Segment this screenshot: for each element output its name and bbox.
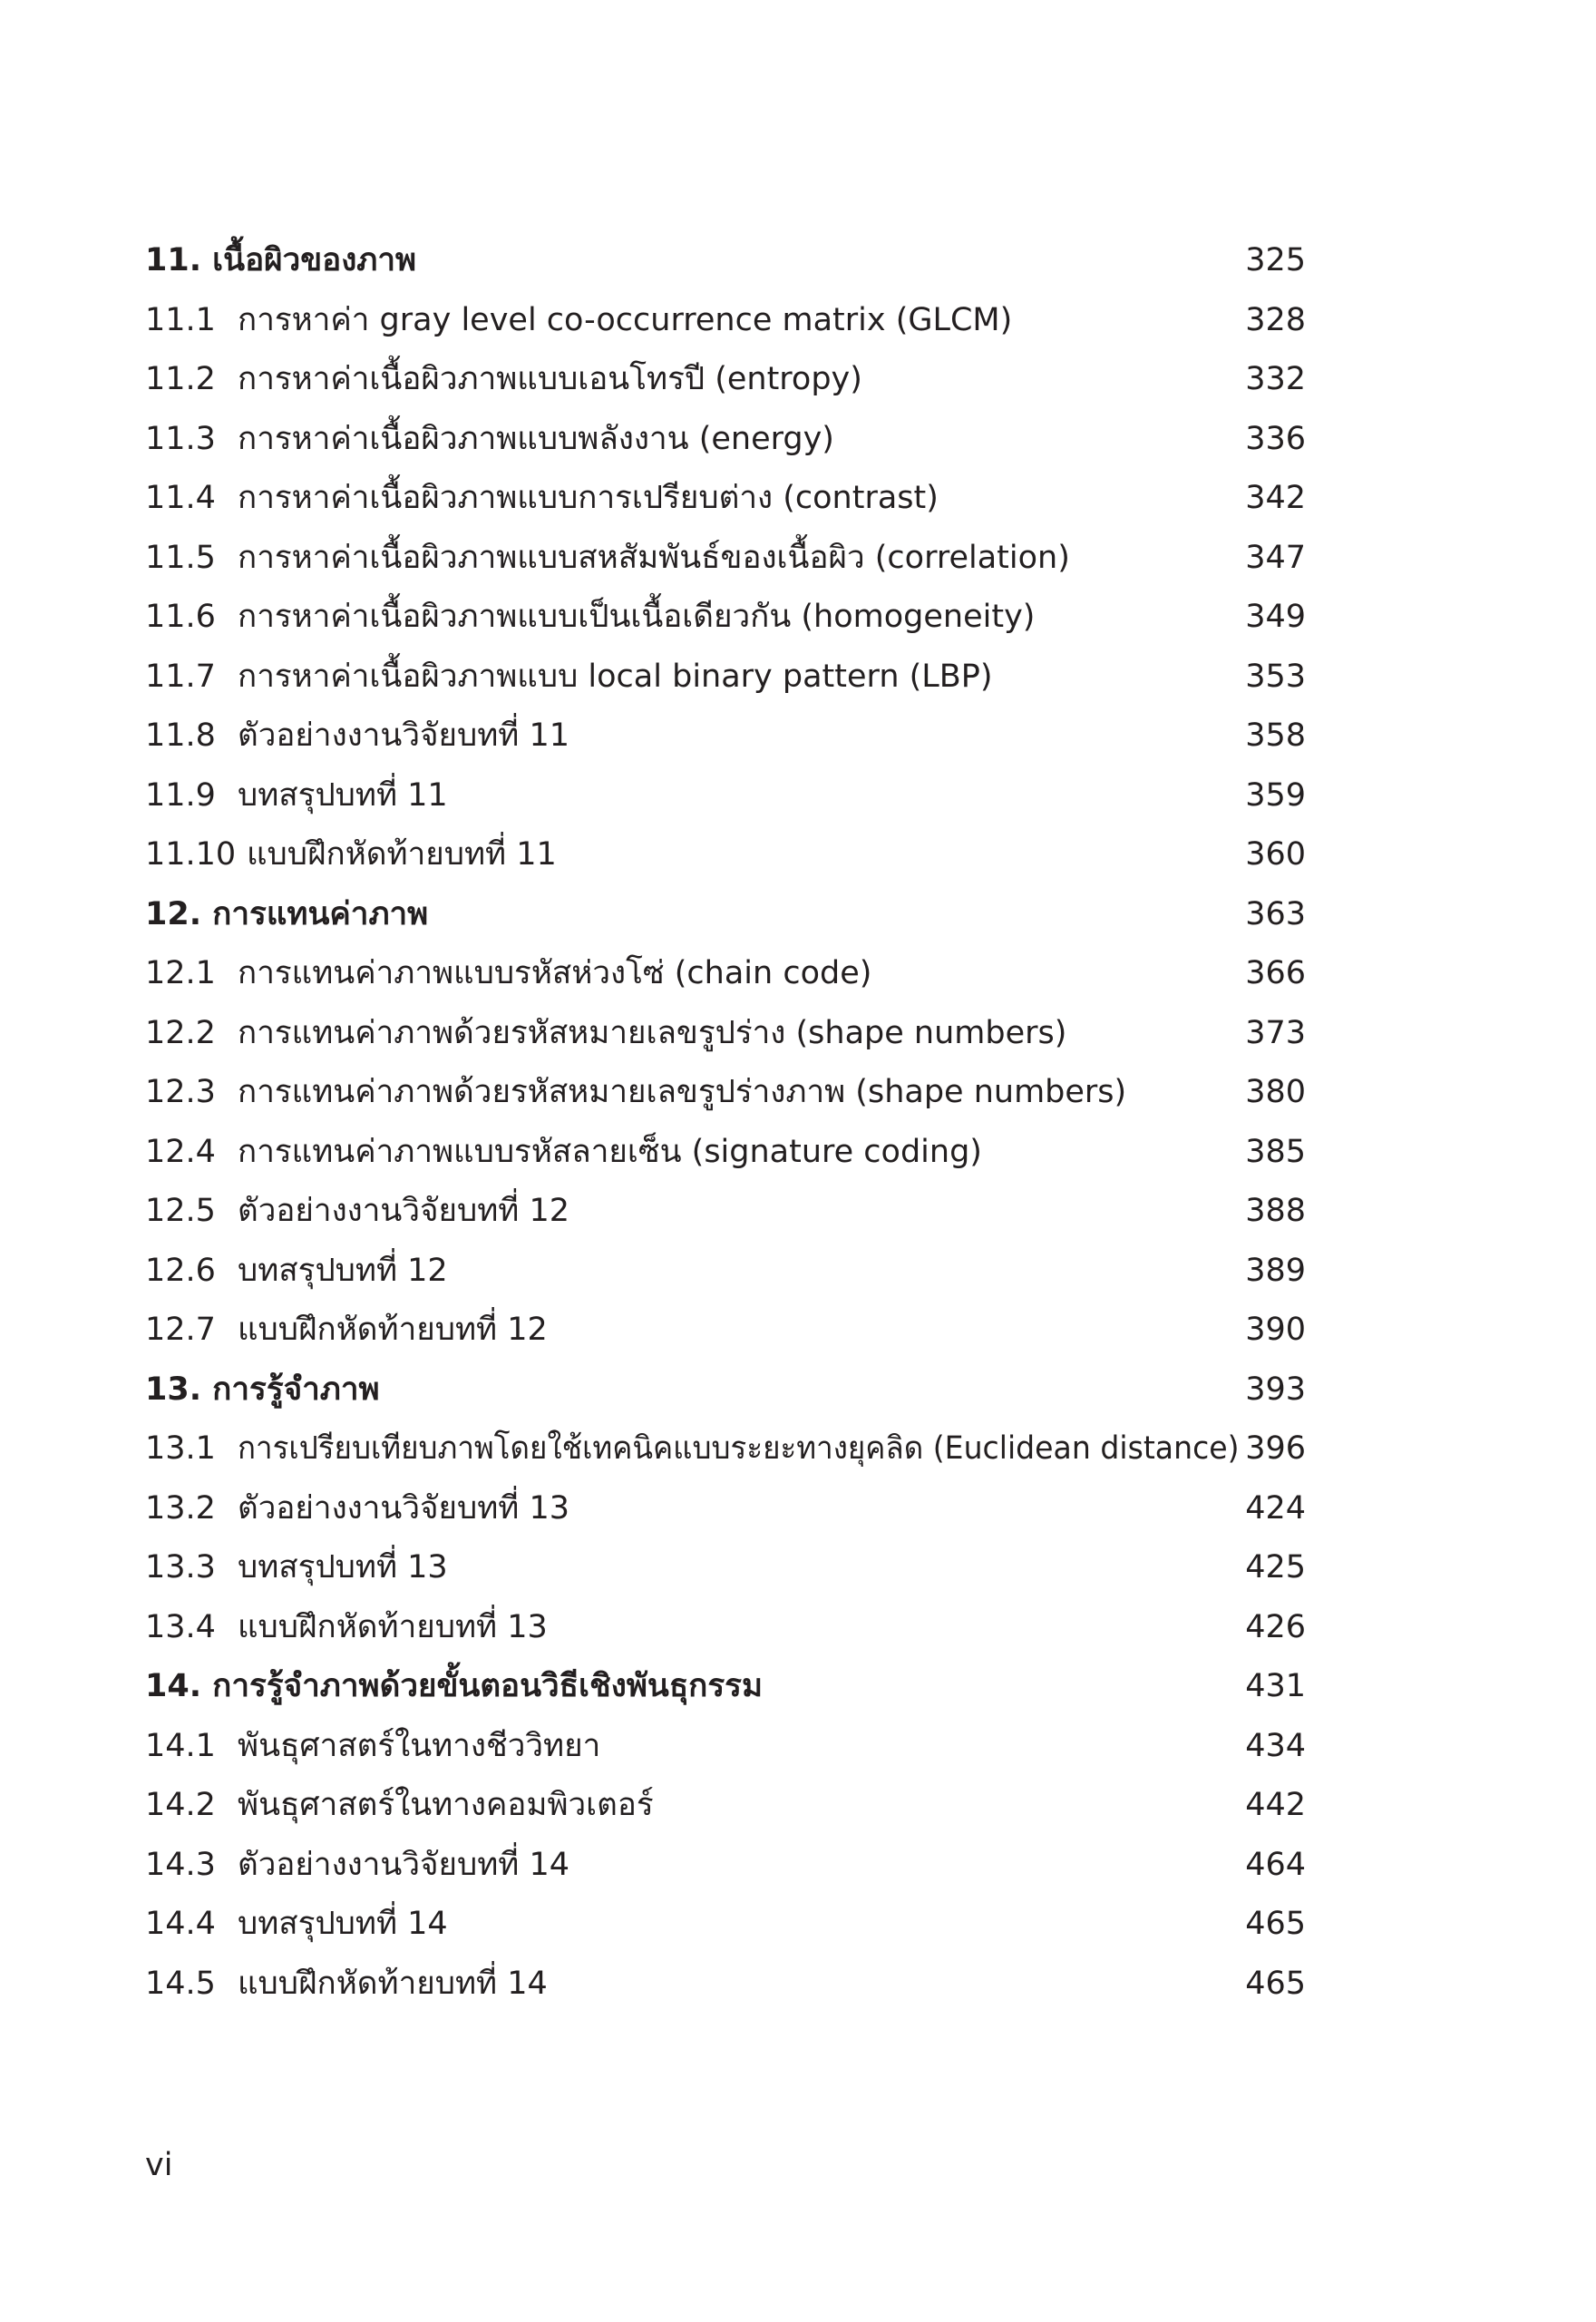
section-title: การหาค่าเนื้อผิวภาพแบบสหสัมพันธ์ของเนื้อผิว (correlation) xyxy=(238,539,1070,576)
section-number: 11.2 xyxy=(145,361,216,397)
toc-entry-11-2 xyxy=(145,350,1306,410)
page-number: 431 xyxy=(1245,1668,1306,1704)
toc-chapter-12 xyxy=(145,885,1306,945)
toc-entry-14-2 xyxy=(145,1776,1306,1836)
toc-chapter-11 xyxy=(145,231,1306,291)
section-title: การหาค่า gray level co-occurrence matrix (GLCM) xyxy=(238,301,1013,338)
page-number: 328 xyxy=(1245,301,1306,338)
toc-entry-11-3 xyxy=(145,410,1306,470)
page-number: 390 xyxy=(1245,1312,1306,1348)
chapter-title: 11. เนื้อผิวของภาพ xyxy=(145,242,417,278)
footer-page-number: vi xyxy=(145,2147,173,2183)
section-number: 11.8 xyxy=(145,717,216,754)
page-number: 389 xyxy=(1245,1252,1306,1289)
toc-entry-12-1 xyxy=(145,944,1306,1004)
toc-entry-14-1 xyxy=(145,1717,1306,1777)
page-number: 342 xyxy=(1245,480,1306,516)
page-number: 424 xyxy=(1245,1489,1306,1527)
chapter-title: 12. การแทนค่าภาพ xyxy=(145,895,429,932)
section-number: 14.4 xyxy=(145,1906,216,1942)
section-number: 11.10 xyxy=(145,836,237,873)
section-number: 12.2 xyxy=(145,1014,216,1051)
section-number: 14.3 xyxy=(145,1846,216,1883)
section-number: 14.2 xyxy=(145,1787,216,1823)
toc-entry-13-2 xyxy=(145,1479,1306,1539)
chapter-title: 13. การรู้จำภาพ xyxy=(145,1371,380,1408)
section-number: 11.6 xyxy=(145,599,216,635)
page-number: 349 xyxy=(1245,599,1306,635)
page-number: 442 xyxy=(1245,1787,1306,1823)
page-number: 396 xyxy=(1245,1430,1306,1467)
section-number: 11.4 xyxy=(145,480,216,516)
toc-chapter-14 xyxy=(145,1657,1306,1717)
section-number: 12.1 xyxy=(145,955,216,991)
page-number: 434 xyxy=(1245,1727,1306,1764)
section-title: บทสรุปบทที่ 13 xyxy=(238,1549,448,1585)
section-title: ตัวอย่างงานวิจัยบทที่ 11 xyxy=(238,717,570,754)
table-of-contents xyxy=(145,231,1306,2014)
section-number: 12.6 xyxy=(145,1252,216,1289)
toc-entry-11-4 xyxy=(145,469,1306,529)
toc-entry-12-3 xyxy=(145,1063,1306,1123)
section-title: การหาค่าเนื้อผิวภาพแบบ local binary pattern (LBP) xyxy=(238,658,993,695)
page-number: 363 xyxy=(1245,895,1306,932)
section-number: 12.5 xyxy=(145,1193,216,1229)
section-title: การแทนค่าภาพแบบรหัสห่วงโซ่ (chain code) xyxy=(238,955,872,991)
section-title: บทสรุปบทที่ 12 xyxy=(238,1252,448,1289)
section-title: การแทนค่าภาพด้วยรหัสหมายเลขรูปร่าง (shape numbers) xyxy=(238,1014,1067,1051)
toc-entry-11-7 xyxy=(145,648,1306,707)
page-number: 464 xyxy=(1245,1846,1306,1883)
section-title: การหาค่าเนื้อผิวภาพแบบเอนโทรปี (entropy) xyxy=(238,361,862,397)
section-number: 13.4 xyxy=(145,1608,216,1645)
toc-entry-13-4 xyxy=(145,1598,1306,1658)
toc-entry-14-3 xyxy=(145,1836,1306,1896)
section-number: 14.1 xyxy=(145,1727,216,1764)
toc-entry-13-1 xyxy=(145,1420,1306,1479)
section-number: 11.1 xyxy=(145,301,216,338)
section-number: 13.1 xyxy=(145,1430,216,1467)
section-title: แบบฝึกหัดท้ายบทที่ 11 xyxy=(247,836,557,873)
section-title: ตัวอย่างงานวิจัยบทที่ 13 xyxy=(238,1489,570,1527)
section-title: ตัวอย่างงานวิจัยบทที่ 12 xyxy=(238,1193,570,1229)
page-number: 336 xyxy=(1245,420,1306,457)
page-number: 353 xyxy=(1245,658,1306,695)
toc-entry-14-5 xyxy=(145,1955,1306,2015)
toc-chapter-13 xyxy=(145,1361,1306,1420)
toc-entry-11-10 xyxy=(145,825,1306,885)
page-number: 347 xyxy=(1245,539,1306,576)
toc-entry-12-6 xyxy=(145,1242,1306,1302)
toc-entry-13-3 xyxy=(145,1538,1306,1598)
toc-entry-12-4 xyxy=(145,1123,1306,1183)
toc-entry-14-4 xyxy=(145,1895,1306,1955)
page-number: 385 xyxy=(1245,1133,1306,1170)
section-title: การเปรียบเทียบภาพโดยใช้เทคนิคแบบระยะทางยุคลิด (Euclidean distance) xyxy=(238,1430,1240,1467)
page-number: 358 xyxy=(1245,717,1306,754)
section-number: 11.3 xyxy=(145,420,216,457)
section-number: 12.4 xyxy=(145,1133,216,1170)
toc-entry-12-2 xyxy=(145,1004,1306,1064)
page-number: 366 xyxy=(1245,955,1306,991)
page-number: 393 xyxy=(1245,1371,1306,1408)
toc-entry-11-1 xyxy=(145,291,1306,351)
page-number: 388 xyxy=(1245,1193,1306,1229)
section-title: การหาค่าเนื้อผิวภาพแบบพลังงาน (energy) xyxy=(238,420,834,457)
page-number: 373 xyxy=(1245,1014,1306,1051)
section-title: การหาค่าเนื้อผิวภาพแบบเป็นเนื้อเดียวกัน (homogeneity) xyxy=(238,599,1036,635)
section-title: การหาค่าเนื้อผิวภาพแบบการเปรียบต่าง (contrast) xyxy=(238,480,939,516)
page-number: 325 xyxy=(1245,242,1306,278)
page-number: 359 xyxy=(1245,776,1306,814)
chapter-title: 14. การรู้จำภาพด้วยขั้นตอนวิธีเชิงพันธุกรรม xyxy=(145,1668,764,1704)
page-number: 426 xyxy=(1245,1608,1306,1645)
toc-entry-11-9 xyxy=(145,766,1306,826)
page-number: 332 xyxy=(1245,361,1306,397)
section-title: แบบฝึกหัดท้ายบทที่ 12 xyxy=(238,1312,548,1348)
section-title: พันธุศาสตร์ในทางชีววิทยา xyxy=(238,1727,601,1764)
toc-entry-11-6 xyxy=(145,588,1306,648)
section-title: การแทนค่าภาพแบบรหัสลายเซ็น (signature coding) xyxy=(238,1133,982,1170)
section-title: บทสรุปบทที่ 11 xyxy=(238,776,448,814)
toc-entry-11-8 xyxy=(145,707,1306,766)
section-title: การแทนค่าภาพด้วยรหัสหมายเลขรูปร่างภาพ (shape numbers) xyxy=(238,1074,1127,1110)
toc-entry-11-5 xyxy=(145,529,1306,589)
page-number: 360 xyxy=(1245,836,1306,873)
section-number: 14.5 xyxy=(145,1965,216,2002)
section-title: ตัวอย่างงานวิจัยบทที่ 14 xyxy=(238,1846,570,1883)
section-number: 12.7 xyxy=(145,1312,216,1348)
section-number: 11.9 xyxy=(145,776,216,814)
section-number: 13.2 xyxy=(145,1489,216,1527)
page-number: 465 xyxy=(1245,1965,1306,2002)
section-title: แบบฝึกหัดท้ายบทที่ 13 xyxy=(238,1608,548,1645)
page-number: 425 xyxy=(1245,1549,1306,1585)
section-number: 13.3 xyxy=(145,1549,216,1585)
section-number: 11.5 xyxy=(145,539,216,576)
section-number: 12.3 xyxy=(145,1074,216,1110)
section-title: พันธุศาสตร์ในทางคอมพิวเตอร์ xyxy=(238,1787,654,1823)
page-number: 465 xyxy=(1245,1906,1306,1942)
page-number: 380 xyxy=(1245,1074,1306,1110)
toc-entry-12-5 xyxy=(145,1182,1306,1242)
toc-entry-12-7 xyxy=(145,1301,1306,1361)
section-title: แบบฝึกหัดท้ายบทที่ 14 xyxy=(238,1965,548,2002)
section-number: 11.7 xyxy=(145,658,216,695)
section-title: บทสรุปบทที่ 14 xyxy=(238,1906,448,1942)
